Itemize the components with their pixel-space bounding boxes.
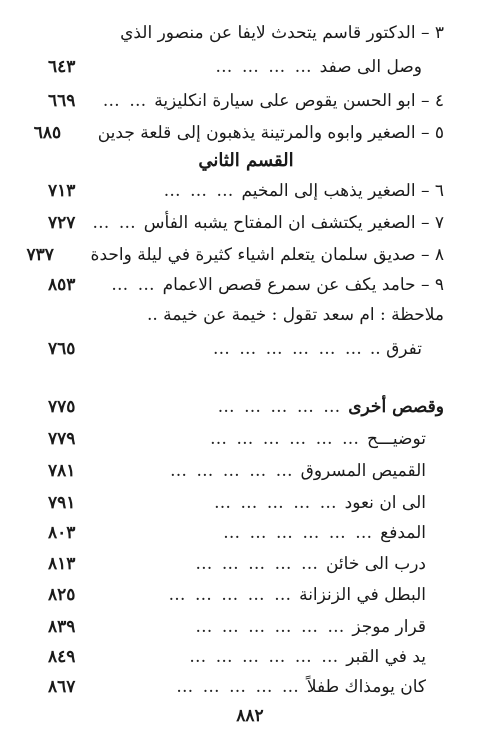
toc-entry [48, 52, 444, 82]
entry-title: ٤ – ابو الحسن يقوص على سيارة انكليزية [154, 91, 444, 111]
entry-title: ٣ – الدكتور قاسم يتحدث لايفا عن منصور الذي [120, 23, 444, 43]
entry-leader-dots: … … [102, 91, 149, 111]
toc-entry [48, 456, 444, 486]
entry-page-number: ٨١٣ [48, 554, 76, 574]
entry-leader-dots: … … … … … [176, 677, 301, 697]
entry-title: ٧ – الصغير يكتشف ان المفتاح يشبه الفأس [143, 213, 444, 233]
entry-page-number: ٨٢٥ [48, 585, 76, 605]
entry-title: ٩ – حامد يكف عن سمرع قصص الاعمام [162, 275, 444, 295]
toc-entry [48, 334, 444, 364]
entry-leader-dots: … … … … … [214, 493, 339, 513]
toc-entry [48, 642, 444, 672]
entry-leader-dots: … … … … … … [189, 647, 341, 667]
entry-page-number: ٧٢٧ [48, 213, 76, 233]
entry-title: كان يومذاك طفلاً [306, 677, 426, 697]
entry-leader-dots: … … … … … [168, 585, 294, 605]
entry-leader-dots: … … … … … … [212, 339, 364, 359]
entry-title: البطل في الزنزانة [299, 585, 426, 605]
toc-entry [48, 580, 444, 610]
entry-page-number: ٦٨٥ [33, 123, 62, 143]
entry-title: ملاحظة : ام سعد تقول : خيمة عن خيمة .. [146, 305, 444, 325]
entry-title: قرار موجز [352, 617, 426, 637]
toc-entry [48, 300, 444, 330]
entry-page-number: ٧٧٩ [48, 429, 76, 449]
section-heading: القسم الثاني [198, 150, 294, 171]
toc-entry [48, 270, 444, 300]
entry-title: ٥ – الصغير وابوه والمرتينة يذهبون إلى قلعة جدين [97, 123, 444, 143]
entry-leader-dots: … … … … … … [223, 523, 375, 543]
entry-leader-dots: … … … … … … [209, 429, 361, 449]
entry-page-number: ٨٤٩ [48, 647, 76, 667]
entry-title: تفرق .. [369, 339, 422, 359]
toc-entry [48, 18, 444, 48]
entry-title: درب الى خائن [325, 554, 426, 574]
entry-page-number: ٦٤٣ [48, 57, 76, 77]
entry-page-number: ٨٦٧ [48, 677, 76, 697]
entry-title: القميص المسروق [300, 461, 426, 481]
toc-entry [48, 672, 444, 702]
entry-leader-dots: … … [92, 213, 138, 233]
entry-page-number: ٨٠٣ [48, 523, 76, 543]
other-stories-heading: وقصص أخرى [348, 397, 444, 417]
entry-title: توضيـــح [367, 429, 426, 449]
entry-page-number: ٧٣٧ [26, 245, 54, 265]
entry-leader-dots: … … … … … … [195, 617, 347, 637]
entry-title: ٦ – الصغير يذهب إلى المخيم [241, 181, 444, 201]
toc-entry [48, 488, 444, 518]
page-number: ٨٨٢ [236, 706, 264, 726]
entry-leader-dots: … … … … [215, 57, 314, 77]
entry-title: يد في القبر [346, 647, 426, 667]
toc-entry [48, 518, 444, 548]
entry-title: الى ان نعود [344, 493, 426, 513]
entry-title: ٨ – صديق سلمان يتعلم اشياء كثيرة في ليلة واحدة [90, 245, 444, 265]
toc-entry [48, 612, 444, 642]
entry-leader-dots: … … … … … [217, 397, 343, 417]
entry-leader-dots: … … [111, 275, 157, 295]
entry-title: المدفع [380, 523, 426, 543]
toc-entry [48, 549, 444, 579]
toc-entry [48, 86, 444, 116]
entry-leader-dots: … … … [163, 181, 236, 201]
entry-page-number: ٨٥٣ [48, 275, 76, 295]
toc-entry [48, 176, 444, 206]
entry-page-number: ٨٣٩ [48, 617, 76, 637]
entry-page-number: ٧٨١ [48, 461, 76, 481]
entry-leader-dots: … … … … … [195, 554, 320, 574]
toc-entry [48, 208, 444, 238]
entry-page-number: ٧١٣ [48, 181, 76, 201]
entry-leader-dots: … … … … … [170, 461, 295, 481]
entry-page-number: ٧٧٥ [48, 397, 76, 417]
toc-entry-other-stories [48, 392, 444, 422]
toc-entry [33, 118, 444, 148]
toc-entry [26, 240, 444, 270]
entry-page-number: ٧٩١ [48, 493, 76, 513]
entry-title: وصل الى صفد [319, 57, 422, 77]
entry-page-number: ٦٦٩ [48, 91, 76, 111]
entry-page-number: ٧٦٥ [48, 339, 76, 359]
toc-entry [48, 424, 444, 454]
